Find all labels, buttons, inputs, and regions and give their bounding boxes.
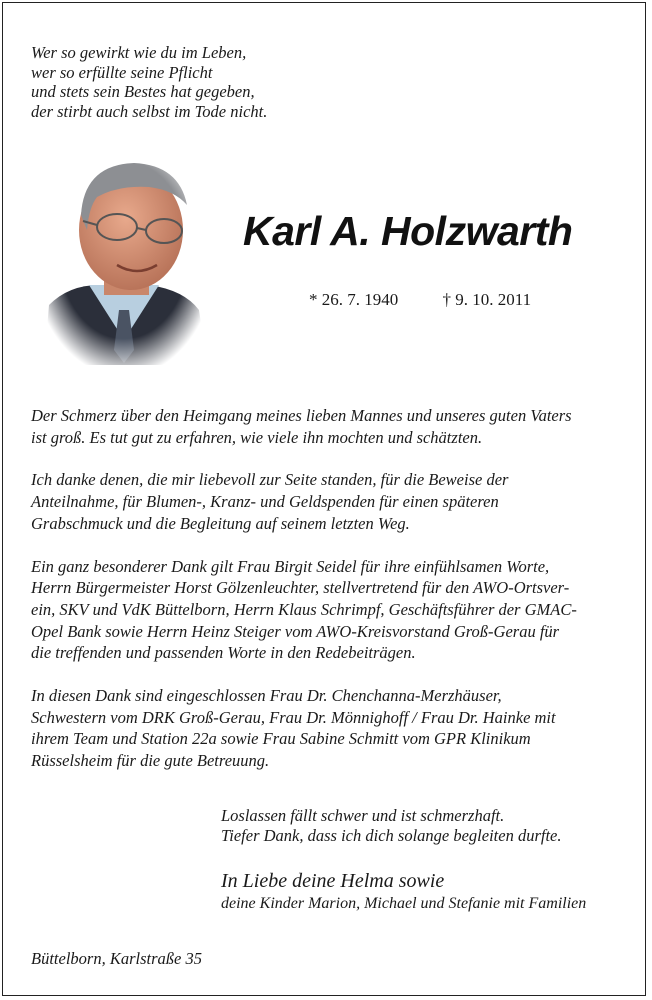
poem xyxy=(31,43,267,121)
poem-line: wer so erfüllte seine Pflicht xyxy=(31,62,213,82)
text-line: ihrem Team und Station 22a sowie Frau Sabine Schmitt vom GPR Klinikum xyxy=(31,729,531,749)
birth-date: * 26. 7. 1940 xyxy=(309,290,399,309)
paragraph xyxy=(31,556,631,665)
text-line: die treffenden und passenden Worte in den Redebeiträgen. xyxy=(31,643,416,663)
death-date: † 9. 10. 2011 xyxy=(442,290,532,309)
poem-line: Wer so gewirkt wie du im Leben, xyxy=(31,43,247,62)
text-line: Herrn Bürgermeister Horst Gölzenleuchter, stellvertretend für den AWO-Ortsver- xyxy=(31,578,570,598)
obituary-frame xyxy=(2,2,646,996)
signature-line-2: deine Kinder Marion, Michael und Stefanie mit Familien xyxy=(221,895,587,912)
text-line: Rüsselsheim für die gute Betreuung. xyxy=(31,751,270,771)
thank-you-text xyxy=(31,405,631,793)
text-line: Opel Bank sowie Herrn Heinz Steiger vom AWO-Kreisvorstand Groß-Gerau für xyxy=(31,621,560,641)
text-line: ist groß. Es tut gut zu erfahren, wie viele ihn mochten und schätzten. xyxy=(31,427,483,447)
signature xyxy=(221,869,586,915)
deceased-name: Karl A. Holzwarth xyxy=(243,208,573,254)
address: Büttelborn, Karlstraße 35 xyxy=(31,949,202,968)
paragraph xyxy=(31,405,631,448)
portrait-photo xyxy=(39,135,209,365)
text-line: In diesen Dank sind eingeschlossen Frau Dr. Chenchanna-Merzhäuser, xyxy=(31,686,502,706)
text-line: Der Schmerz über den Heimgang meines lieben Mannes und unseres guten Vaters xyxy=(31,406,572,425)
paragraph xyxy=(31,469,631,534)
text-line: Ein ganz besonderer Dank gilt Frau Birgit Seidel für ihre einfühlsamen Worte, xyxy=(31,556,550,576)
text-line: Schwestern vom DRK Groß-Gerau, Frau Dr. Mönnighoff / Frau Dr. Hainke mit xyxy=(31,707,556,727)
poem-line: der stirbt auch selbst im Tode nicht. xyxy=(31,101,268,121)
signature-line-1: In Liebe deine Helma sowie xyxy=(221,870,445,892)
text-line: Grabschmuck und die Begleitung auf seinem letzten Weg. xyxy=(31,513,410,533)
text-line: Anteilnahme, für Blumen-, Kranz- und Geldspenden für einen späteren xyxy=(31,492,499,512)
paragraph xyxy=(31,685,631,772)
closing-line: Tiefer Dank, dass ich dich solange begleiten durfte. xyxy=(221,826,562,845)
closing-line: Loslassen fällt schwer und ist schmerzhaft. xyxy=(221,806,505,825)
life-dates xyxy=(309,290,531,310)
closing-verse xyxy=(221,806,562,846)
text-line: ein, SKV und VdK Büttelborn, Herrn Klaus Schrimpf, Geschäftsführer der GMAC- xyxy=(31,599,577,619)
text-line: Ich danke denen, die mir liebevoll zur Seite standen, für die Beweise der xyxy=(31,470,509,490)
poem-line: und stets sein Bestes hat gegeben, xyxy=(31,82,255,101)
